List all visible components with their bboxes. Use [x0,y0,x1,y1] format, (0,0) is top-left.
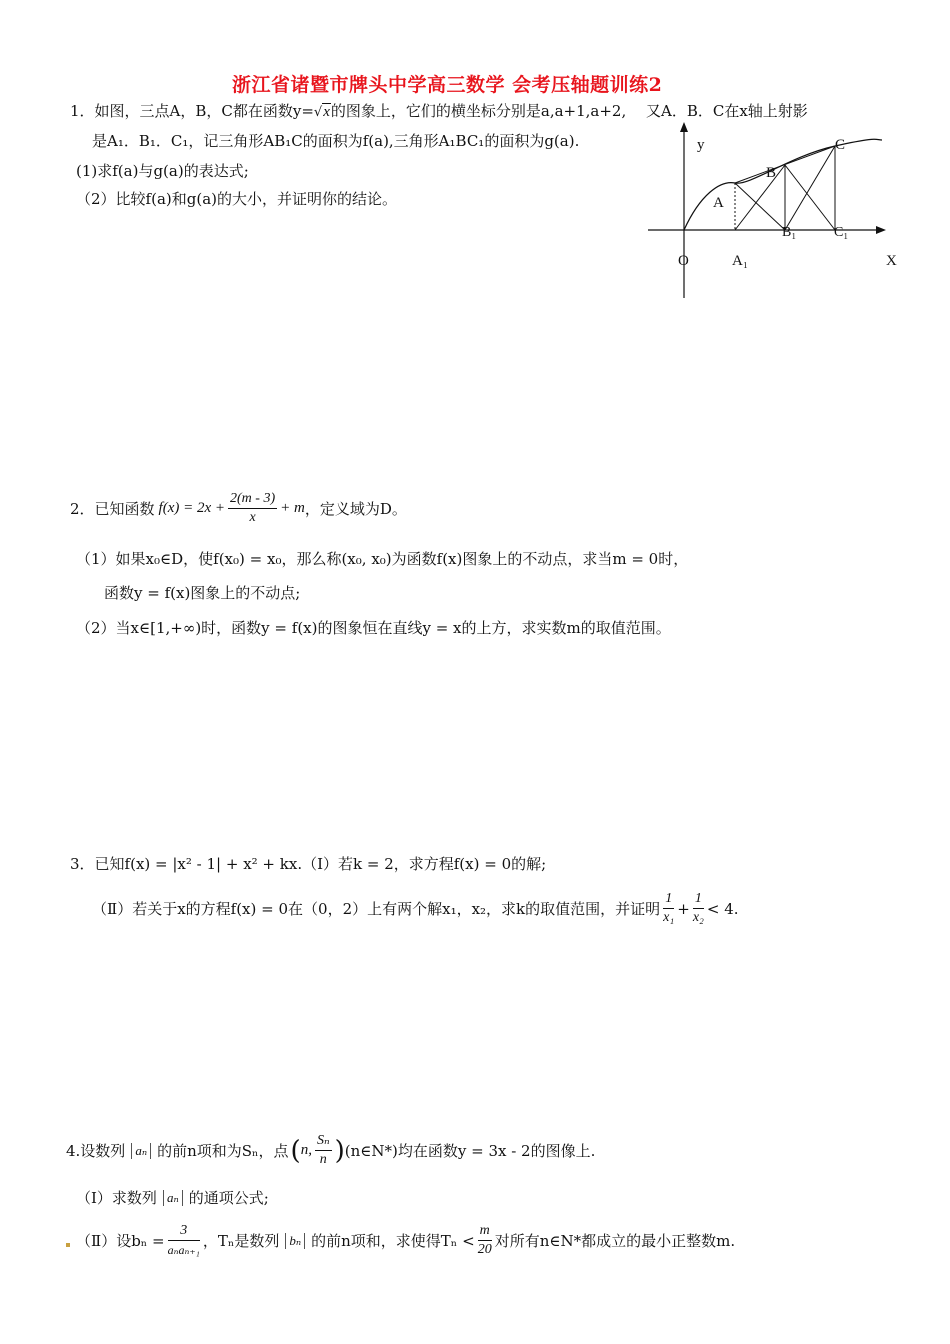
fig-label-x: X [886,253,897,269]
fig-label-b1: B₁ [782,225,797,240]
q4-m-frac [478,1222,492,1259]
q2-part2: （2）当x∈[1,+∞)时，函数y = f(x)的图象恒在直线y = x的上方，求实数m的取值范围。 [76,619,671,637]
q4-part2-d: 对所有n∈N*都成立的最小正整数m. [494,1232,736,1250]
q4-part1-an: aₙ [163,1190,183,1206]
q1-line1: 1．如图，三点A，B，C都在函数y=√x的图象上，它们的横坐标分别是a,a+1,a+2, 又A．B．C在x轴上射影 [70,102,808,120]
marker-dot [66,1243,70,1247]
q4-line1-b: 的前n项和为Sₙ，点 [157,1142,289,1160]
segment-ab1 [735,183,785,230]
fig-label-b: B [766,165,777,181]
x-axis-arrow [876,226,886,234]
q3-frac2 [693,890,704,927]
q4-bn-den: aₙaₙ₊₁ [167,1243,200,1257]
q4-part2-a: （Ⅱ）设bₙ = [76,1232,165,1250]
q3-frac2-num: 1 [693,890,704,909]
fig-label-c: C [835,137,846,153]
q4-point-n: n, [300,1142,312,1158]
q3-plus: + [677,899,690,918]
q2-frac-den: x [249,510,256,525]
q3-frac1-den: x₁ [663,910,675,925]
fig-label-c1: C₁ [834,225,849,240]
q1-figure [640,120,910,305]
q4-point-den: n [319,1152,327,1167]
q3-frac1 [663,890,674,927]
fig-label-a: A [713,195,724,211]
q2-fx: f(x) = 2x + [158,500,226,516]
q1-line2: 是A₁．B₁．C₁，记三角形AB₁C的面积为f(a),三角形A₁BC₁的面积为g(a). [92,132,580,150]
q2-prefix: 2．已知函数 [70,500,155,518]
sqrt-x: x [323,104,330,120]
q3-line1: 3．已知f(x) = |x² - 1| + x² + kx.（Ⅰ）若k = 2，求方程f(x) = 0的解; [70,855,547,873]
q4-line1-c: (n∈N*)均在函数y = 3x - 2的图像上. [344,1142,596,1160]
q4-bn-frac [168,1222,200,1259]
page-title: 浙江省诸暨市牌头中学高三数学 会考压轴题训练2 [232,74,663,96]
q4-line1-a: 4.设数列 [66,1142,126,1160]
segment-a1b [735,165,785,230]
q1-line1-text-a: 1．如图，三点A，B，C都在函数y= [70,102,314,120]
q4-part2-c: 的前n项和，求使得Tₙ < [311,1232,475,1250]
q2-intro [70,490,407,527]
q1-part1: (1)求f(a)与g(a)的表达式; [76,162,249,180]
q4-part2 [76,1222,735,1259]
q4-part1-a: （Ⅰ）求数列 [76,1189,157,1207]
q4-m-num: m [478,1222,492,1241]
q4-point-frac [315,1132,332,1169]
segment-bc1 [785,165,835,230]
segment-b1c [785,146,835,230]
q4-line1: 4.设数列 aₙ 的前n项和为Sₙ，点 ( n, $\frac{\text{Sₙ}}{n}$ ) (n∈N*)均在函数y = 3x - 2的图像上. [66,1133,596,1167]
q4-bn-num: 3 [168,1222,200,1241]
q4-an-set: aₙ [131,1143,151,1159]
q1-part2: （2）比较f(a)和g(a)的大小，并证明你的结论。 [76,190,397,208]
q4-part1-b: 的通项公式; [188,1189,269,1207]
q1-line1-text-c: 的图象上，它们的横坐标分别是a,a+1,a+2, 又A．B．C在x轴上射影 [330,102,808,120]
fig-label-origin: O [678,253,689,269]
fig-label-y: y [697,137,705,153]
q4-point-num: Sₙ [315,1132,332,1151]
q3-line2-text: （Ⅱ）若关于x的方程f(x) = 0在（0，2）上有两个解x₁，x₂，求k的取值范围，并证明 [92,900,661,918]
fig-label-a1: A₁ [732,253,749,269]
sqrt-curve [684,139,882,230]
q2-suffix: ，定义域为D。 [304,500,407,518]
y-axis-arrow [680,122,688,132]
q2-part1-line1: （1）如果x₀∈D，使f(x₀) = x₀，那么称(x₀, x₀)为函数f(x)图象上的不动点，求当m = 0时， [76,550,689,568]
q3-frac2-den: x₂ [692,910,704,925]
q4-part2-b: ，Tₙ是数列 [202,1232,280,1250]
q2-fraction [228,490,277,527]
q4-bn-set: bₙ [285,1233,305,1249]
q2-part1-line2: 函数y = f(x)图象上的不动点; [104,584,301,602]
q2-frac-num: 2(m - 3) [228,490,277,509]
q2-plus-m: + m [280,500,305,516]
q3-frac1-num: 1 [663,890,674,909]
q4-part1 [76,1187,269,1208]
q3-line2 [92,890,739,927]
q4-m-den: 20 [477,1242,492,1257]
q3-tail: < 4. [706,899,739,918]
